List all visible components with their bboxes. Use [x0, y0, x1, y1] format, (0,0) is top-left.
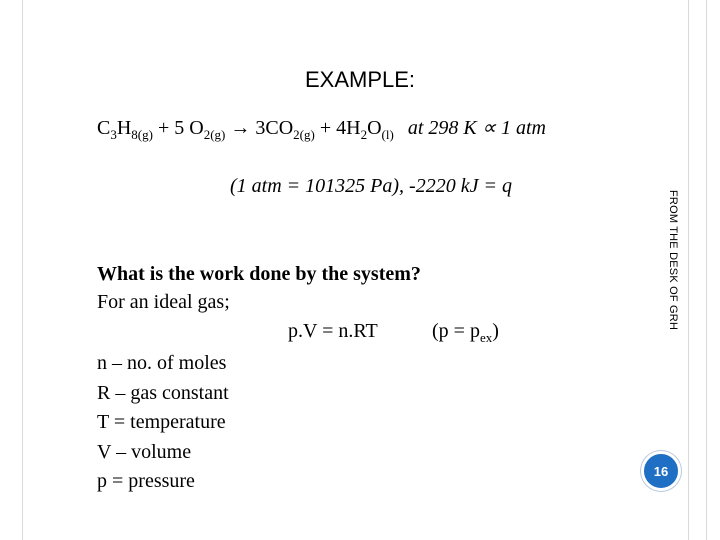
eq-sub: (l) [381, 127, 394, 142]
eq-text: + 5 O [152, 117, 204, 139]
side-caption: FROM THE DESK OF GRH [667, 190, 679, 331]
pressure-note [432, 320, 499, 346]
slide-title: EXAMPLE: [304, 67, 416, 92]
eq-text: O [367, 117, 382, 139]
question-text: What is the work done by the system? [97, 263, 421, 285]
ideal-gas-text: For an ideal gas; [97, 291, 230, 313]
eq-sub: 2(g) [203, 127, 226, 142]
eq-text: H [116, 117, 132, 139]
list-item: V – volume [97, 440, 192, 463]
ideal-gas-formula: p.V = n.RT [288, 320, 378, 342]
pressure-note-sub: ex [479, 330, 493, 345]
pressure-note-text: (p = p [432, 320, 480, 342]
eq-sub: 2 [360, 127, 368, 142]
page-number-badge: 16 [641, 451, 681, 491]
conversion-note: (1 atm = 101325 Pa), -2220 kJ = q [230, 175, 512, 197]
list-item: p = pressure [97, 470, 195, 492]
eq-text: + 4H [314, 117, 361, 139]
eq-sub: 2(g) [293, 127, 315, 142]
eq-sub: 3 [110, 127, 117, 142]
list-item: R – gas constant [97, 381, 229, 404]
list-item: T = temperature [97, 411, 226, 433]
reaction-conditions: at 298 K ∝ 1 atm [407, 117, 546, 139]
list-item: n – no. of moles [97, 352, 227, 374]
eq-text: C [97, 117, 111, 139]
chemical-equation [97, 115, 546, 143]
eq-sub: 8(g) [131, 127, 153, 142]
definitions-list [97, 349, 229, 497]
pressure-note-close: ) [492, 320, 499, 342]
eq-text: → 3CO [225, 117, 294, 139]
